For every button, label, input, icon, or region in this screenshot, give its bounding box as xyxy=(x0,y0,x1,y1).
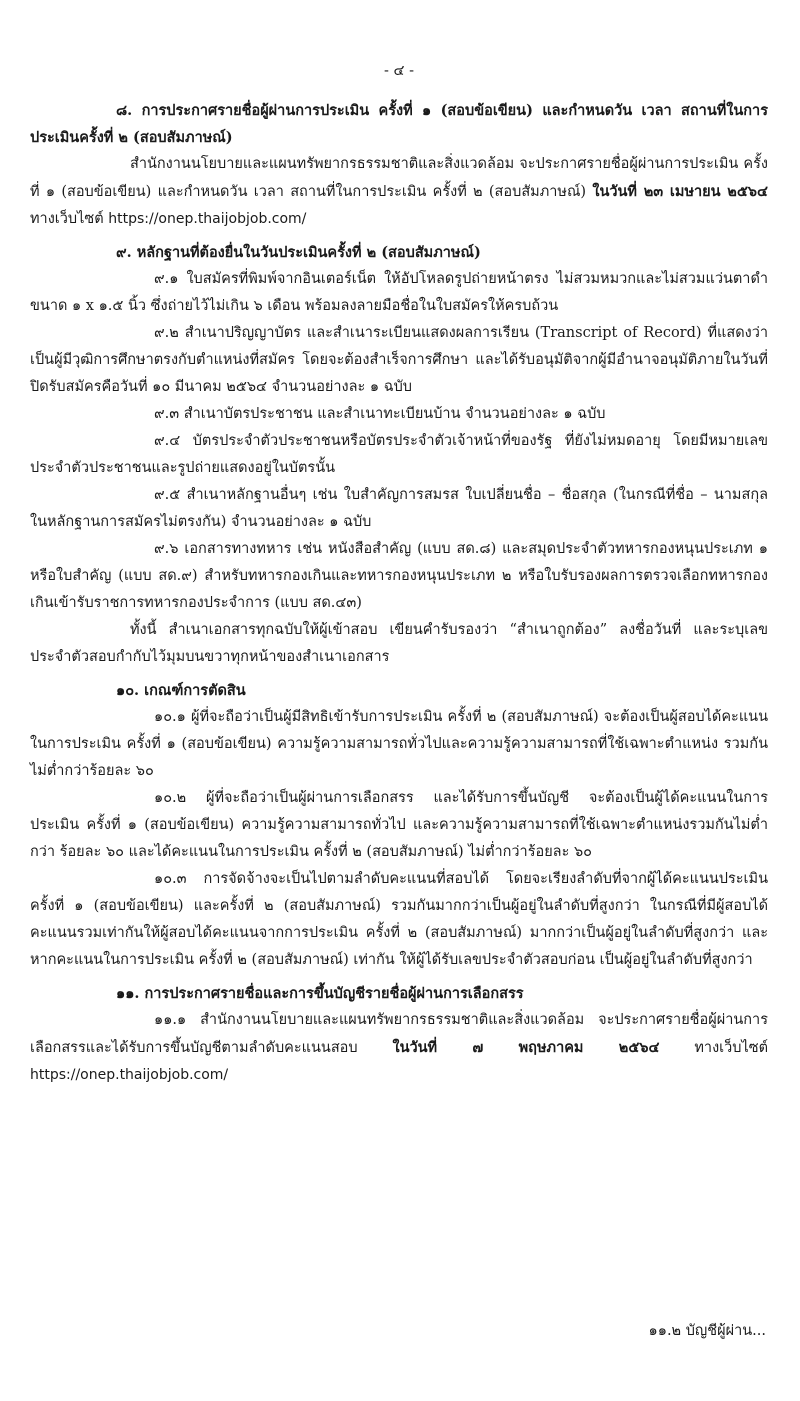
section-9-item-6: ๙.๖ เอกสารทางทหาร เช่น หนังสือสำคัญ (แบบ สด.๘) และสมุดประจำตัวทหารกองหนุนประเภท ๑ หรือใบสำคัญ (แบบ สด.๙) สำหรับทหารกองเกินและทหารกองหนุนประเภท ๒ หรือใบรับรองผลการตรวจเลือกทหารกองเกินเข้ารับราชการทหารกองประจำการ (แบบ สด.๔๓) xyxy=(30,541,768,611)
section-10-heading: ๑๐. เกณฑ์การตัดสิน xyxy=(116,682,246,699)
section-9-note: ทั้งนี้ สำเนาเอกสารทุกฉบับให้ผู้เข้าสอบ เขียนคำรับรองว่า “สำเนาถูกต้อง” ลงชื่อวันที่ และระบุเลขประจำตัวสอบกำกับไว้มุมบนขวาทุกหน้าของสำเนาเอกสาร xyxy=(30,622,768,665)
section-9-heading: ๙. หลักฐานที่ต้องยื่นในวันประเมินครั้งที่ ๒ (สอบสัมภาษณ์) xyxy=(116,244,481,261)
section-8-website-label: ทางเว็บไซต์ xyxy=(30,211,104,227)
section-9-item-1: ๙.๑ ใบสมัครที่พิมพ์จากอินเตอร์เน็ต ให้อัปโหลดรูปถ่ายหน้าตรง ไม่สวมหมวกและไม่สวมแว่นตาดำ ขนาด ๑ x ๑.๕ นิ้ว ซึ่งถ่ายไว้ไม่เกิน ๖ เดือน พร้อมลงลายมือชื่อในใบสมัครให้ครบถ้วน xyxy=(30,271,768,314)
section-8-body-text: สำนักงานนโยบายและแผนทรัพยากรธรรมชาติและสิ่งแวดล้อม จะประกาศรายชื่อผู้ผ่านการประเมิน ครั้งที่ ๑ (สอบข้อเขียน) และกำหนดวัน เวลา สถานที่ในการประเมิน ครั้งที่ ๒ (สอบสัมภาษณ์) xyxy=(30,156,768,200)
section-11-url[interactable]: https://onep.thaijobjob.com/ xyxy=(30,1067,229,1083)
section-10-item-2: ๑๐.๒ ผู้ที่จะถือว่าเป็นผู้ผ่านการเลือกสรร และได้รับการขึ้นบัญชี จะต้องเป็นผู้ได้คะแนนในการประเมิน ครั้งที่ ๑ (สอบข้อเขียน) ความรู้ความสามารถทั่วไป และความรู้ความสามารถที่ใช้เฉพาะตำแหน่งรวมกันไม่ต่ำกว่า ร้อยละ ๖๐ และได้คะแนนในการประเมิน ครั้งที่ ๒ (สอบสัมภาษณ์) ไม่ต่ำกว่าร้อยละ ๖๐ xyxy=(30,790,768,860)
section-11 xyxy=(30,980,768,1089)
section-11-heading: ๑๑. การประกาศรายชื่อและการขึ้นบัญชีรายชื่อผู้ผ่านการเลือกสรร xyxy=(116,985,524,1002)
section-10-item-1: ๑๐.๑ ผู้ที่จะถือว่าเป็นผู้มีสิทธิเข้ารับการประเมิน ครั้งที่ ๒ (สอบสัมภาษณ์) จะต้องเป็นผู้สอบได้คะแนนในการประเมิน ครั้งที่ ๑ (สอบข้อเขียน) ความรู้ความสามารถทั่วไปและความรู้ความสามารถที่ใช้เฉพาะตำแหน่ง รวมกันไม่ต่ำกว่าร้อยละ ๖๐ xyxy=(30,709,768,779)
section-9-item-3: ๙.๓ สำเนาบัตรประชาชน และสำเนาทะเบียนบ้าน จำนวนอย่างละ ๑ ฉบับ xyxy=(154,406,606,422)
section-8-heading: ๘. การประกาศรายชื่อผู้ผ่านการประเมิน ครั้งที่ ๑ (สอบข้อเขียน) และกำหนดวัน เวลา สถานที่ในการประเมินครั้งที่ ๒ (สอบสัมภาษณ์) xyxy=(30,102,768,146)
section-10-item-3: ๑๐.๓ การจัดจ้างจะเป็นไปตามลำดับคะแนนที่สอบได้ โดยจะเรียงลำดับที่จากผู้ได้คะแนนประเมิน ครั้งที่ ๑ (สอบข้อเขียน) และครั้งที่ ๒ (สอบสัมภาษณ์) รวมกันมากกว่าเป็นผู้อยู่ในลำดับที่สูงกว่า ในกรณีที่มีผู้สอบได้คะแนนรวมเท่ากันให้ผู้สอบได้คะแนนจากการประเมิน ครั้งที่ ๒ (สอบสัมภาษณ์) มากกว่าเป็นผู้อยู่ในลำดับที่สูงกว่า และหากคะแนนในการประเมิน ครั้งที่ ๒ (สอบสัมภาษณ์) เท่ากัน ให้ผู้ได้รับเลขประจำตัวสอบก่อน เป็นผู้อยู่ในลำดับที่สูงกว่า xyxy=(30,871,768,968)
section-9-item-5: ๙.๕ สำเนาหลักฐานอื่นๆ เช่น ใบสำคัญการสมรส ใบเปลี่ยนชื่อ – ชื่อสกุล (ในกรณีที่ชื่อ – นามสกุลในหลักฐานการสมัครไม่ตรงกัน) จำนวนอย่างละ ๑ ฉบับ xyxy=(30,487,768,530)
section-11-date: ในวันที่ ๗ พฤษภาคม ๒๕๖๔ xyxy=(392,1039,660,1056)
section-8 xyxy=(30,97,768,233)
section-11-item-1-text: ๑๑.๑ สำนักงานนโยบายและแผนทรัพยากรธรรมชาติและสิ่งแวดล้อม จะประกาศรายชื่อผู้ผ่านการเลือกสรรและได้รับการขึ้นบัญชีตามลำดับคะแนนสอบ xyxy=(30,1012,768,1056)
page-number: - ๔ - xyxy=(384,63,414,79)
section-9-item-2: ๙.๒ สำเนาปริญญาบัตร และสำเนาระเบียนแสดงผลการเรียน (Transcript of Record) ที่แสดงว่าเป็นผู้มีวุฒิการศึกษาตรงกับตำแหน่งที่สมัคร โดยจะต้องสำเร็จการศึกษา และได้รับอนุมัติจากผู้มีอำนาจอนุมัติภายในวันที่ปิดรับสมัครคือวันที่ ๑๐ มีนาคม ๒๕๖๔ จำนวนอย่างละ ๑ ฉบับ xyxy=(30,325,768,395)
section-8-date: ในวันที่ ๒๓ เมษายน ๒๕๖๔ xyxy=(592,183,768,200)
continuation-text: ๑๑.๒ บัญชีผู้ผ่าน... xyxy=(648,1323,766,1339)
section-10 xyxy=(30,677,768,974)
section-8-url[interactable]: https://onep.thaijobjob.com/ xyxy=(108,211,307,227)
section-9 xyxy=(30,239,768,671)
section-11-website-label: ทางเว็บไซต์ xyxy=(694,1040,769,1056)
section-9-item-4: ๙.๔ บัตรประจำตัวประชาชนหรือบัตรประจำตัวเจ้าหน้าที่ของรัฐ ที่ยังไม่หมดอายุ โดยมีหมายเลขประจำตัวประชาชนและรูปถ่ายแสดงอยู่ในบัตรนั้น xyxy=(30,433,768,476)
section-8-body xyxy=(30,151,768,233)
section-11-item-1 xyxy=(30,1007,768,1089)
